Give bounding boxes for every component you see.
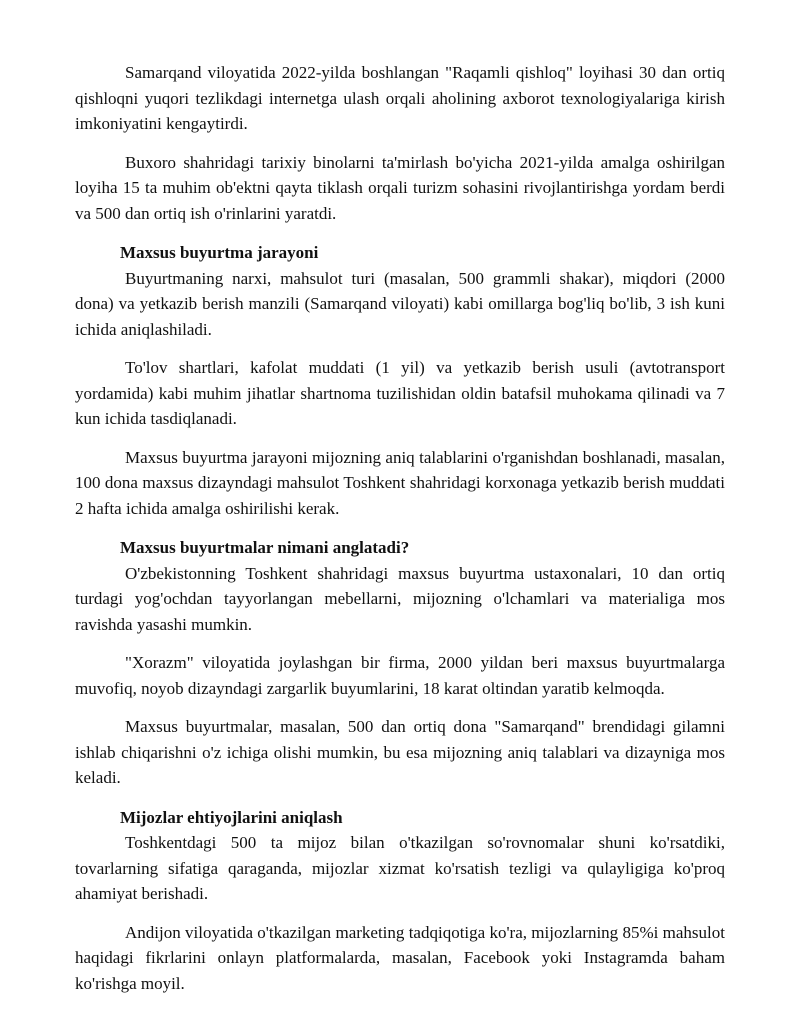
- section-paragraph: "Xorazm" viloyatida joylashgan bir firma, 2000 yildan beri maxsus buyurtmalarga muvofiq, noyob dizayndagi zargarlik buyumlarini, 18 karat oltindan yaratib kelmoqda.: [75, 653, 725, 698]
- section-customer-needs: [75, 805, 725, 997]
- section-heading: Mijozlar ehtiyojlarini aniqlash: [120, 807, 343, 827]
- section-paragraph: Maxsus buyurtma jarayoni mijozning aniq talablarini o'rganishdan boshlanadi, masalan, 100 dona maxsus dizayndagi mahsulot Toshkent shahridagi korxonaga yetkazib berish muddati 2 hafta ichida amalga oshirilishi kerak.: [75, 447, 725, 518]
- section-spacer: [75, 226, 725, 240]
- intro-block: [75, 60, 725, 226]
- section-paragraph: Andijon viloyatida o'tkazilgan marketing tadqiqotiga ko'ra, mijozlarning 85%i mahsulot haqidagi fikrlarini onlayn platformalarda, masalan, Facebook yoki Instagramda baham ko'rishga moyil.: [75, 922, 725, 993]
- document-page: [75, 60, 725, 996]
- section-heading: Maxsus buyurtmalar nimani anglatadi?: [120, 538, 410, 557]
- section-paragraph: Maxsus buyurtmalar, masalan, 500 dan ortiq dona "Samarqand" brendidagi gilamni ishlab chiqarishni o'z ichiga olishi mumkin, bu esa mijozning aniq talablari va dizayniga mos keladi.: [75, 717, 725, 787]
- section-custom-orders-meaning: [75, 535, 725, 791]
- intro-paragraph-1: Samarqand viloyatida 2022-yilda boshlangan "Raqamli qishloq" loyihasi 30 dan ortiq qishloqni yuqori tezlikdagi internetga ulash orqali aholining axborot texnologiyalariga kirish imkoniyatini kengaytirdi.: [75, 63, 725, 133]
- section-paragraph: To'lov shartlari, kafolat muddati (1 yil) va yetkazib berish usuli (avtotransport yordamida) kabi muhim jihatlar shartnoma tuzilishidan oldin batafsil muhokama qilinadi va 7 kun ichida tasdiqlanadi.: [75, 358, 725, 428]
- intro-paragraph-2: Buxoro shahridagi tarixiy binolarni ta'mirlash bo'yicha 2021-yilda amalga oshirilgan loyiha 15 ta muhim ob'ektni qayta tiklash orqali turizm sohasini rivojlantirishga yordam berdi va 500 dan ortiq ish o'rinlarini yaratdi.: [75, 152, 725, 223]
- section-custom-order-process: [75, 240, 725, 521]
- section-spacer: [75, 791, 725, 805]
- section-paragraph: O'zbekistonning Toshkent shahridagi maxsus buyurtma ustaxonalari, 10 dan ortiq turdagi yog'ochdan tayyorlangan mebellarni, mijozning o'lchamlari va materialiga mos ravishda yasashi mumkin.: [75, 563, 725, 634]
- section-paragraph: Buyurtmaning narxi, mahsulot turi (masalan, 500 grammli shakar), miqdori (2000 dona) va yetkazib berish manzili (Samarqand viloyati) kabi omillarga bog'liq bo'lib, 3 ish kuni ichida aniqlashiladi.: [75, 268, 725, 339]
- section-spacer: [75, 521, 725, 535]
- section-heading: Maxsus buyurtma jarayoni: [120, 243, 319, 262]
- section-paragraph: Toshkentdagi 500 ta mijoz bilan o'tkazilgan so'rovnomalar shuni ko'rsatdiki, tovarlarning sifatiga qaraganda, mijozlar xizmat ko'rsatish tezligi va qulayligiga ko'proq ahamiyat berishadi.: [75, 833, 725, 903]
